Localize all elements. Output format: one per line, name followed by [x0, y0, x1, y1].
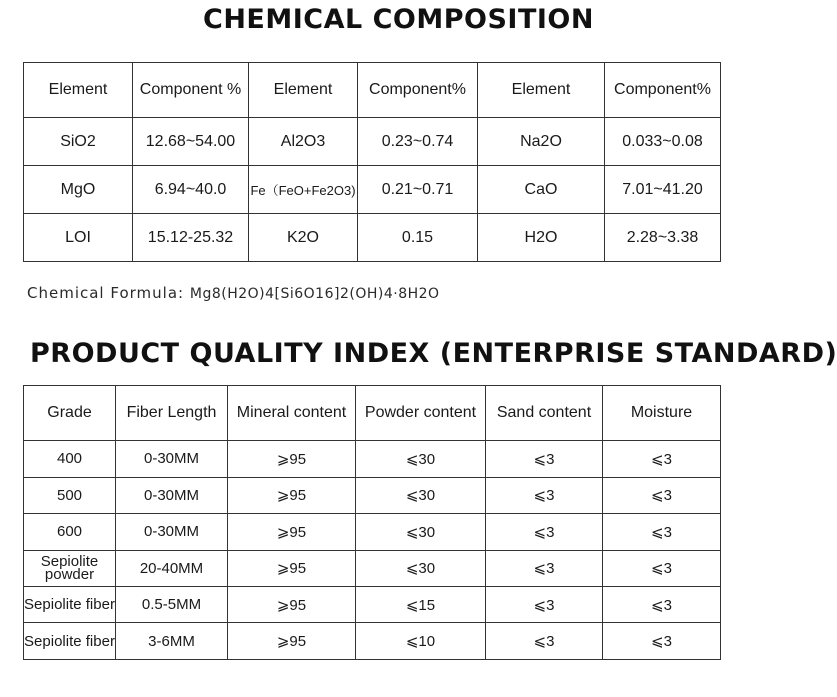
- powder-content-cell: ⩽30: [356, 514, 486, 550]
- header-cell: Powder content: [356, 386, 486, 441]
- fiber-length-cell: 0-30MM: [116, 477, 228, 513]
- header-cell: Sand content: [486, 386, 603, 441]
- element-cell: MgO: [24, 166, 133, 214]
- component-cell: 7.01~41.20: [605, 166, 721, 214]
- mineral-content-cell: ⩾95: [228, 477, 356, 513]
- table-row: [24, 623, 721, 660]
- powder-content-cell: ⩽10: [356, 623, 486, 660]
- quality-index-table: [23, 385, 721, 660]
- table-row: [24, 550, 721, 586]
- table-row: [24, 441, 721, 477]
- moisture-cell: ⩽3: [603, 550, 721, 586]
- mineral-content-cell: ⩾95: [228, 623, 356, 660]
- component-cell: 0.21~0.71: [358, 166, 478, 214]
- fiber-length-cell: 20-40MM: [116, 550, 228, 586]
- table-row: [24, 166, 721, 214]
- table-row: [24, 587, 721, 623]
- grade-cell: Sepiolite fiber: [24, 623, 116, 660]
- chemical-formula: [27, 284, 440, 302]
- powder-content-cell: ⩽30: [356, 441, 486, 477]
- sand-content-cell: ⩽3: [486, 477, 603, 513]
- grade-cell: 600: [24, 514, 116, 550]
- powder-content-cell: ⩽30: [356, 477, 486, 513]
- formula-label: Chemical Formula:: [27, 284, 185, 302]
- sand-content-cell: ⩽3: [486, 441, 603, 477]
- header-cell: Component%: [358, 63, 478, 118]
- header-cell: Component %: [133, 63, 249, 118]
- element-cell: Fe（FeO+Fe2O3): [249, 166, 358, 214]
- powder-content-cell: ⩽30: [356, 550, 486, 586]
- header-cell: Element: [249, 63, 358, 118]
- component-cell: 0.23~0.74: [358, 118, 478, 166]
- table-row: [24, 514, 721, 550]
- sand-content-cell: ⩽3: [486, 550, 603, 586]
- fiber-length-cell: 0-30MM: [116, 441, 228, 477]
- sand-content-cell: ⩽3: [486, 514, 603, 550]
- moisture-cell: ⩽3: [603, 623, 721, 660]
- grade-cell: 400: [24, 441, 116, 477]
- sand-content-cell: ⩽3: [486, 587, 603, 623]
- quality-index-title: PRODUCT QUALITY INDEX (ENTERPRISE STANDARD): [30, 338, 837, 369]
- header-cell: Element: [24, 63, 133, 118]
- component-cell: 6.94~40.0: [133, 166, 249, 214]
- chemical-composition-table: [23, 62, 721, 262]
- fiber-length-cell: 0.5-5MM: [116, 587, 228, 623]
- header-cell: Component%: [605, 63, 721, 118]
- component-cell: 0.033~0.08: [605, 118, 721, 166]
- mineral-content-cell: ⩾95: [228, 587, 356, 623]
- formula-value: Mg8(H2O)4[Si6O16]2(OH)4·8H2O: [189, 286, 440, 302]
- table-row: [24, 214, 721, 262]
- element-cell: LOI: [24, 214, 133, 262]
- header-cell: Grade: [24, 386, 116, 441]
- fiber-length-cell: 3-6MM: [116, 623, 228, 660]
- mineral-content-cell: ⩾95: [228, 441, 356, 477]
- element-cell: H2O: [478, 214, 605, 262]
- component-cell: 2.28~3.38: [605, 214, 721, 262]
- element-cell: SiO2: [24, 118, 133, 166]
- grade-cell: Sepiolite powder: [24, 550, 116, 586]
- grade-cell: Sepiolite fiber: [24, 587, 116, 623]
- table-header-row: [24, 386, 721, 441]
- header-cell: Mineral content: [228, 386, 356, 441]
- table-header-row: [24, 63, 721, 118]
- component-cell: 12.68~54.00: [133, 118, 249, 166]
- moisture-cell: ⩽3: [603, 441, 721, 477]
- element-cell: Na2O: [478, 118, 605, 166]
- fiber-length-cell: 0-30MM: [116, 514, 228, 550]
- component-cell: 15.12-25.32: [133, 214, 249, 262]
- chemical-composition-title: CHEMICAL COMPOSITION: [203, 4, 594, 35]
- mineral-content-cell: ⩾95: [228, 514, 356, 550]
- mineral-content-cell: ⩾95: [228, 550, 356, 586]
- element-cell: CaO: [478, 166, 605, 214]
- sand-content-cell: ⩽3: [486, 623, 603, 660]
- moisture-cell: ⩽3: [603, 477, 721, 513]
- component-cell: 0.15: [358, 214, 478, 262]
- moisture-cell: ⩽3: [603, 514, 721, 550]
- header-cell: Element: [478, 63, 605, 118]
- table-row: [24, 477, 721, 513]
- moisture-cell: ⩽3: [603, 587, 721, 623]
- header-cell: Fiber Length: [116, 386, 228, 441]
- element-cell: K2O: [249, 214, 358, 262]
- grade-cell: 500: [24, 477, 116, 513]
- header-cell: Moisture: [603, 386, 721, 441]
- powder-content-cell: ⩽15: [356, 587, 486, 623]
- element-cell: Al2O3: [249, 118, 358, 166]
- table-row: [24, 118, 721, 166]
